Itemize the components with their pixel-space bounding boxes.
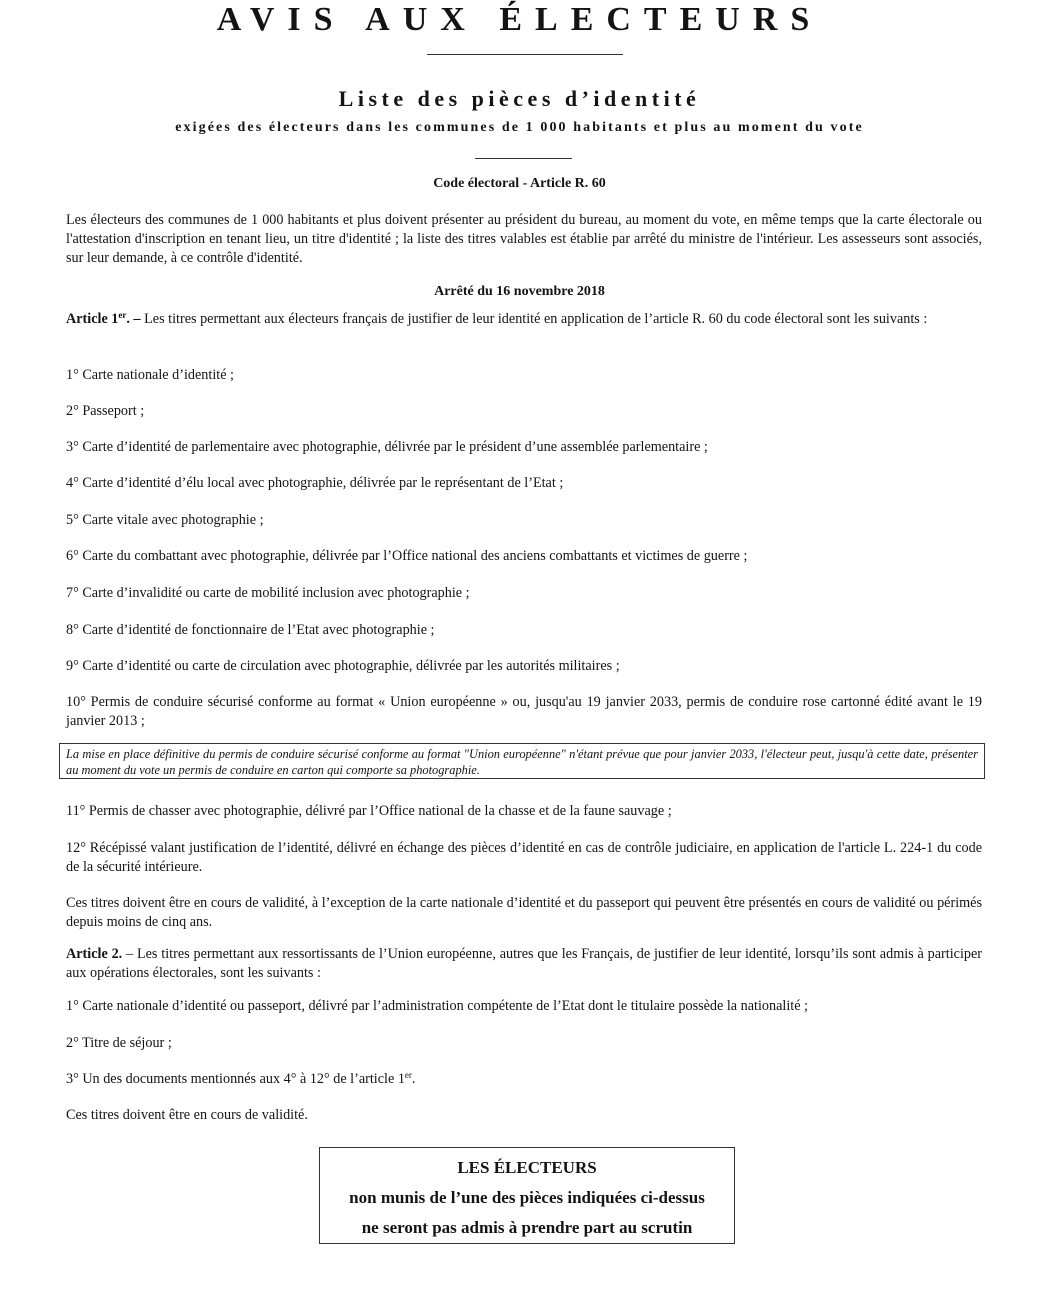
- article-2-label: Article 2.: [66, 946, 123, 962]
- list-item: 8° Carte d’identité de fonctionnaire de l’Etat avec photographie ;: [66, 622, 435, 638]
- list-item: 4° Carte d’identité d’élu local avec photographie, délivrée par le représentant de l’Etat ;: [66, 475, 564, 491]
- list-item: 3° Un des documents mentionnés aux 4° à 12° de l’article 1er.: [66, 1070, 416, 1087]
- article-2-intro: Les titres permettant aux ressortissants de l’Union européenne, autres que les Français, de justifier de leur identité, lorsqu’ils sont admis à participer aux opérations électorales, sont les suivants :: [66, 946, 983, 981]
- article-1-label: Article 1er. –: [66, 310, 141, 327]
- subtitle-detail: exigées des électeurs dans les communes de 1 000 habitants et plus au moment du vote: [175, 120, 864, 135]
- driving-licence-note: La mise en place définitive du permis de conduire sécurisé conforme au format "Union européenne" n'étant prévue que pour janvier 2033, l'électeur peut, jusqu'à cette date, présenter au moment du vote un permis de conduire en carton qui comporte sa photographie.: [59, 743, 985, 779]
- list-item: 2° Passeport ;: [66, 403, 145, 419]
- list-item: 9° Carte d’identité ou carte de circulation avec photographie, délivrée par les autorités militaires ;: [66, 658, 620, 674]
- warning-box: [319, 1147, 735, 1244]
- arrete-heading: Arrêté du 16 novembre 2018: [434, 284, 605, 299]
- list-item: 7° Carte d’invalidité ou carte de mobilité inclusion avec photographie ;: [66, 585, 470, 601]
- validity-note: Ces titres doivent être en cours de validité.: [66, 1107, 308, 1123]
- subtitle-divider: [475, 158, 572, 159]
- title-divider: [427, 54, 623, 55]
- code-heading: Code électoral - Article R. 60: [433, 176, 606, 191]
- list-item: 5° Carte vitale avec photographie ;: [66, 512, 264, 528]
- article-2-paragraph: Article 2. – Les titres permettant aux ressortissants de l’Union européenne, autres que les Français, de justifier de leur identité, lorsqu’ils sont admis à participer aux opérations électorales, sont les suivants :: [66, 946, 983, 981]
- list-item: 6° Carte du combattant avec photographie, délivrée par l’Office national des anciens combattants et victimes de guerre ;: [66, 548, 748, 564]
- subtitle: Liste des pièces d’identité: [338, 86, 701, 111]
- warning-line: ne seront pas admis à prendre part au scrutin: [361, 1218, 693, 1237]
- page-title: AVIS AUX ÉLECTEURS: [216, 1, 823, 38]
- list-item: 1° Carte nationale d’identité ou passeport, délivré par l’administration compétente de l’Etat dont le titulaire possède la nationalité ;: [66, 998, 809, 1014]
- list-item: 3° Carte d’identité de parlementaire avec photographie, délivrée par le président d’une assemblée parlementaire ;: [66, 439, 708, 455]
- list-item: 12° Récépissé valant justification de l’identité, délivré en échange des pièces d’identité en cas de contrôle judiciaire, en application de l'article L. 224-1 du code de la sécurité intérieure.: [66, 840, 982, 875]
- list-item: 1° Carte nationale d’identité ;: [66, 367, 234, 383]
- validity-paragraph: Ces titres doivent être en cours de validité, à l’exception de la carte nationale d’identité et du passeport qui peuvent être présentés en cours de validité ou périmés depuis moins de cinq ans.: [66, 895, 982, 930]
- article-1-paragraph: [66, 310, 982, 329]
- list-item: 10° Permis de conduire sécurisé conforme au format « Union européenne » ou, jusqu'au 19 janvier 2033, permis de conduire rose cartonné édité avant le 19 janvier 2013 ;: [66, 694, 982, 729]
- code-paragraph: Les électeurs des communes de 1 000 habitants et plus doivent présenter au président du bureau, au moment du vote, en même temps que la carte électorale ou l'attestation d'inscription en tenant lieu, un titre d'identité ; la liste des titres valables est établie par arrêté du ministre de l'intérieur. Les assesseurs sont associés, sur leur demande, à ce contrôle d'identité.: [66, 212, 982, 266]
- list-item: 11° Permis de chasser avec photographie, délivré par l’Office national de la chasse et de la faune sauvage ;: [66, 803, 672, 819]
- list-item: 2° Titre de séjour ;: [66, 1035, 172, 1051]
- warning-line: LES ÉLECTEURS: [457, 1158, 597, 1177]
- article-1-intro: Les titres permettant aux électeurs français de justifier de leur identité en application de l’article R. 60 du code électoral sont les suivants :: [144, 311, 928, 327]
- warning-line: non munis de l’une des pièces indiquées ci-dessus: [349, 1188, 705, 1207]
